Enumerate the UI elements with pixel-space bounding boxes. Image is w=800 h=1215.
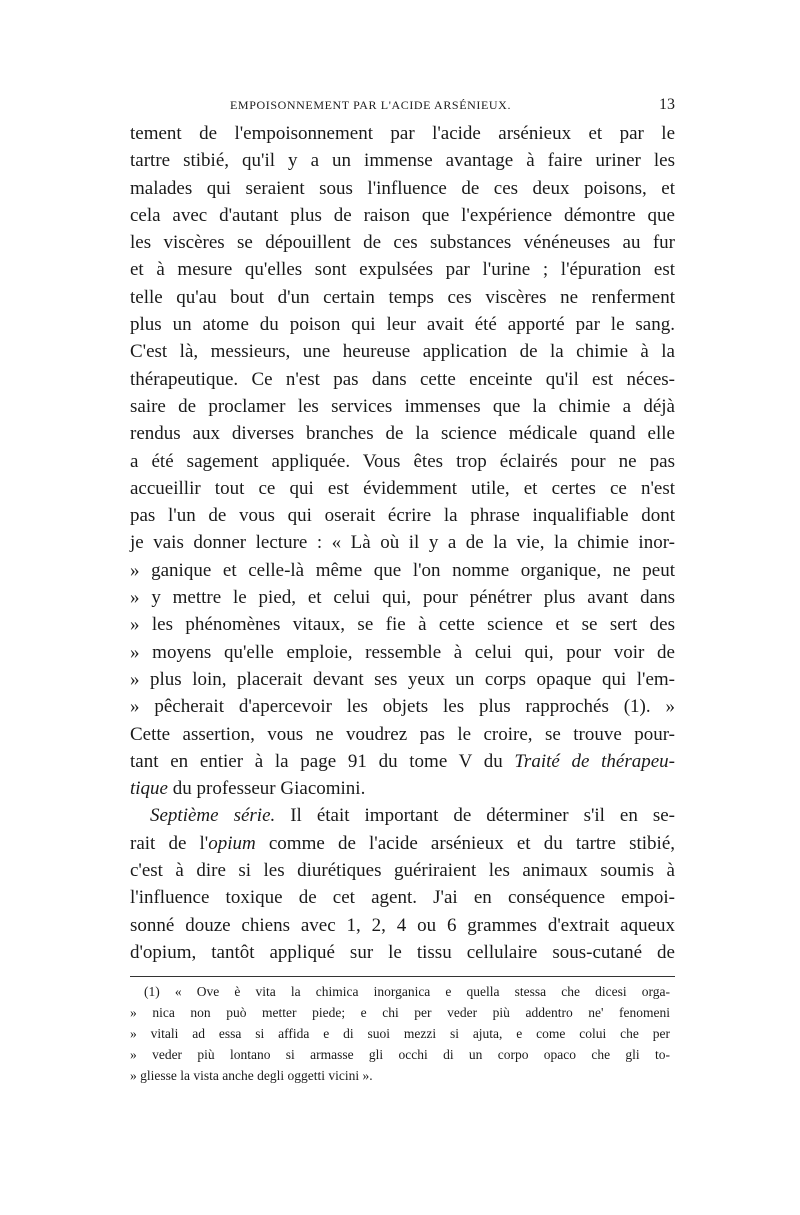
- book-page: [130, 96, 675, 1086]
- book-title-italic: Traité de thérapeu-: [514, 750, 676, 772]
- text-line: tement de l'empoisonnement par l'acide arsénieux et par le: [130, 123, 675, 144]
- text-line: les viscères se dépouillent de ces substances vénéneuses au fur: [130, 232, 675, 254]
- text-line: [130, 802, 675, 829]
- text-segment: comme de l'acide arsénieux et du tartre stibié,: [268, 832, 675, 854]
- footnote-line: » nica non può metter piede; e chi per veder più addentro ne' fenomeni: [130, 1005, 670, 1021]
- text-line: » y mettre le pied, et celui qui, pour pénétrer plus avant dans: [130, 587, 675, 609]
- running-head-title: EMPOISONNEMENT PAR L'ACIDE ARSÉNIEUX.: [230, 98, 512, 112]
- text-line: » ganique et celle-là même que l'on nomme organique, ne peut: [130, 559, 675, 581]
- text-segment: du professeur Giacomini.: [172, 778, 366, 800]
- book-title-italic: tique: [130, 778, 168, 800]
- text-line: » les phénomènes vitaux, se fie à cette science et se sert des: [130, 614, 675, 636]
- footnote-line: » veder più lontano si armasse gli occhi di un corpo opaco che gli to-: [130, 1047, 670, 1063]
- footnote-divider: [130, 976, 675, 977]
- text-line: telle qu'au bout d'un certain temps ces viscères ne renferment: [130, 286, 675, 308]
- text-line: Cette assertion, vous ne voudrez pas le croire, se trouve pour-: [130, 723, 675, 745]
- text-line: saire de proclamer les services immenses que la chimie a déjà: [130, 395, 675, 417]
- text-line: accueillir tout ce qui est évidemment utile, et certes ce n'est: [130, 477, 675, 499]
- body-text: [130, 120, 675, 966]
- text-line: sonné douze chiens avec 1, 2, 4 ou 6 grammes d'extrait aqueux: [130, 914, 675, 936]
- text-line: cela avec d'autant plus de raison que l'expérience démontre que: [130, 204, 675, 226]
- text-line: pas l'un de vous qui oserait écrire la phrase inqualifiable dont: [130, 505, 675, 527]
- text-segment: rait de l': [130, 832, 209, 854]
- text-line: thérapeutique. Ce n'est pas dans cette enceinte qu'il est néces-: [130, 368, 675, 390]
- text-line: d'opium, tantôt appliqué sur le tissu cellulaire sous-cutané de: [130, 941, 675, 963]
- text-segment: Il était important de déterminer s'il en se-: [290, 805, 675, 827]
- page-number: 13: [659, 96, 675, 113]
- text-line: rendus aux diverses branches de la science médicale quand elle: [130, 423, 675, 445]
- text-line: » plus loin, placerait devant ses yeux un corps opaque qui l'em-: [130, 668, 675, 690]
- text-line: » moyens qu'elle emploie, ressemble à celui qui, pour voir de: [130, 641, 675, 663]
- footnote-line: » vitali ad essa si affida e di suoi mezzi si ajuta, e come colui che per: [130, 1026, 670, 1042]
- footnote: [130, 981, 675, 1086]
- text-segment: tant en entier à la page 91 du tome V du: [130, 750, 503, 772]
- opium-italic: opium: [208, 832, 256, 854]
- text-line: tartre stibié, qu'il y a un immense avantage à faire uriner les: [130, 150, 675, 172]
- text-line: plus un atome du poison qui leur avait été apporté par le sang.: [130, 314, 675, 336]
- text-line: [130, 775, 675, 802]
- text-line: malades qui seraient sous l'influence de ces deux poisons, et: [130, 177, 675, 199]
- text-line: [130, 830, 675, 857]
- text-line: a été sagement appliquée. Vous êtes trop éclairés pour ne pas: [130, 450, 675, 472]
- text-line: je vais donner lecture : « Là où il y a de la vie, la chimie inor-: [130, 532, 675, 554]
- series-label: Septième série.: [150, 805, 276, 827]
- text-line: [130, 748, 675, 775]
- footnote-line: » gliesse la vista anche degli oggetti vicini ».: [130, 1068, 373, 1084]
- text-line: l'influence toxique de cet agent. J'ai en conséquence empoi-: [130, 887, 675, 909]
- text-line: C'est là, messieurs, une heureuse application de la chimie à la: [130, 341, 675, 363]
- text-line: et à mesure qu'elles sont expulsées par l'urine ; l'épuration est: [130, 259, 675, 281]
- footnote-line: (1) « Ove è vita la chimica inorganica e quella stessa che dicesi orga-: [144, 984, 670, 1000]
- text-line: » pêcherait d'apercevoir les objets les plus rapprochés (1). »: [130, 696, 675, 718]
- running-head: [230, 96, 675, 114]
- text-line: c'est à dire si les diurétiques guériraient les animaux soumis à: [130, 860, 675, 882]
